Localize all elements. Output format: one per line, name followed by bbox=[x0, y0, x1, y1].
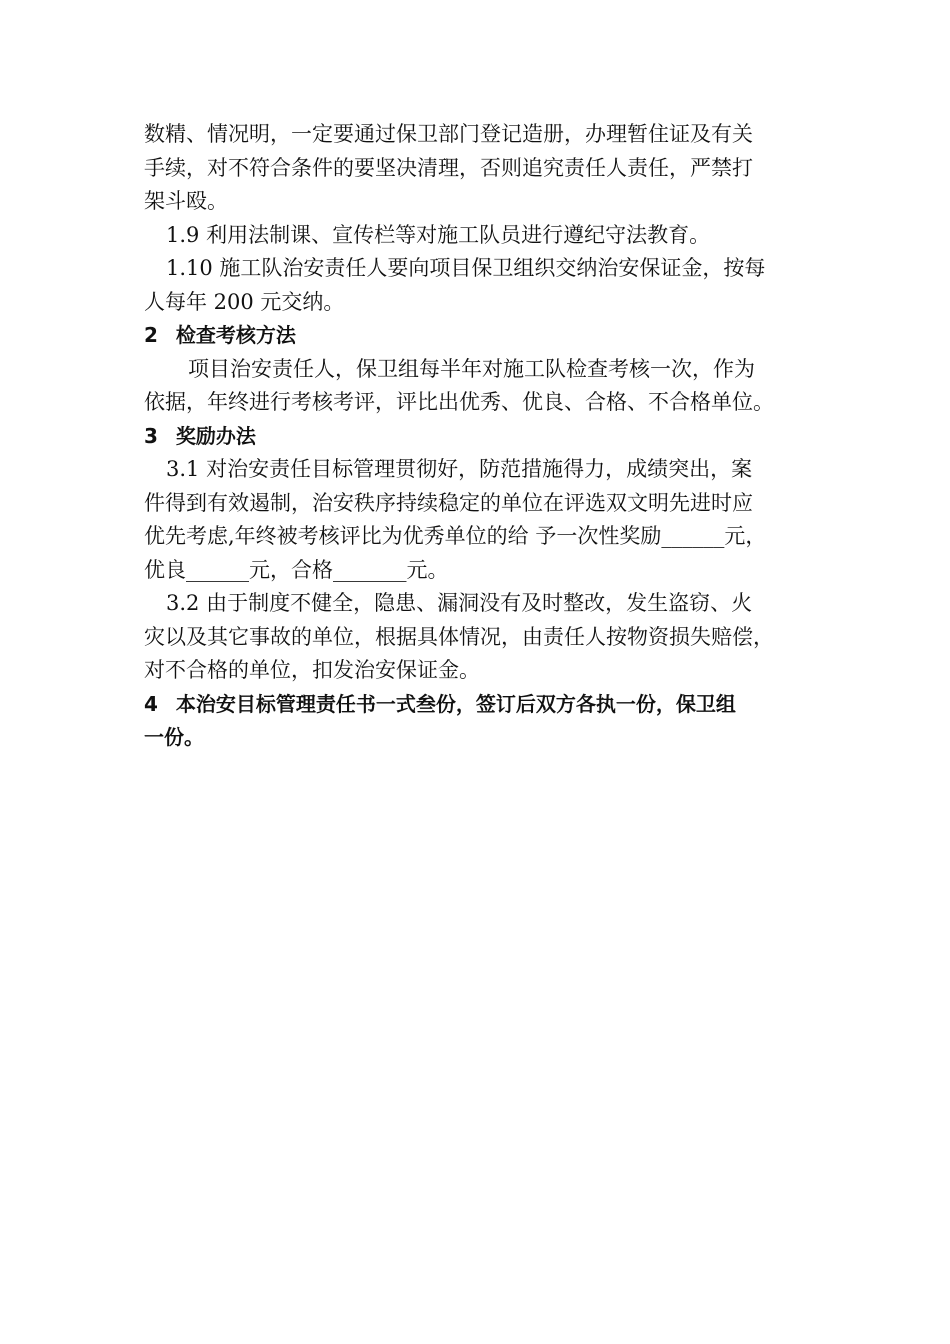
section-title: 本治安目标管理责任书一式叁份，签订后双方各执一份，保卫组 bbox=[175, 691, 736, 716]
paragraph-line: 灾以及其它事故的单位，根据具体情况，由责任人按物资损失赔偿， bbox=[144, 624, 774, 649]
section-heading-4 bbox=[144, 688, 814, 722]
clause-3-2: 3.2 由于制度不健全，隐患、漏洞没有及时整改，发生盗窃、火 bbox=[166, 591, 753, 615]
section-number: 4 bbox=[144, 691, 158, 716]
paragraph-line: 手续，对不符合条件的要坚决清理，否则追究责任人责任，严禁打 bbox=[144, 155, 753, 180]
section-number: 3 bbox=[144, 423, 158, 448]
paragraph-line: 数精、情况明，一定要通过保卫部门登记造册，办理暂住证及有关 bbox=[144, 122, 753, 146]
paragraph-line: 件得到有效遏制，治安秩序持续稳定的单位在评选双文明先进时应 bbox=[144, 490, 753, 515]
section-heading-3 bbox=[144, 420, 814, 454]
section-title: 奖励办法 bbox=[175, 423, 256, 448]
section-4-continuation: 一份。 bbox=[144, 725, 204, 749]
clause-1-10: 1.10 施工队治安责任人要向项目保卫组织交纳治安保证金，按每 bbox=[166, 256, 766, 280]
section-number: 2 bbox=[144, 323, 158, 347]
document-page bbox=[144, 118, 814, 755]
paragraph-line: 项目治安责任人，保卫组每半年对施工队检查考核一次，作为 bbox=[188, 356, 755, 381]
section-title: 检查考核方法 bbox=[175, 323, 296, 347]
clause-3-1: 3.1 对治安责任目标管理贯彻好，防范措施得力，成绩突出，案 bbox=[166, 457, 753, 481]
paragraph-line: 优良______元，合格_______元。 bbox=[144, 557, 449, 582]
paragraph-line: 对不合格的单位，扣发治安保证金。 bbox=[144, 658, 480, 682]
paragraph-line: 人每年 200 元交纳。 bbox=[144, 289, 345, 314]
paragraph-line: 依据，年终进行考核考评，评比出优秀、优良、合格、不合格单位。 bbox=[144, 390, 774, 414]
paragraph-line: 优先考虑,年终被考核评比为优秀单位的给 予一次性奖励______元， bbox=[144, 524, 767, 548]
section-heading-2 bbox=[144, 319, 814, 353]
paragraph-line: 架斗殴。 bbox=[144, 189, 228, 213]
clause-1-9: 1.9 利用法制课、宣传栏等对施工队员进行遵纪守法教育。 bbox=[166, 222, 711, 247]
